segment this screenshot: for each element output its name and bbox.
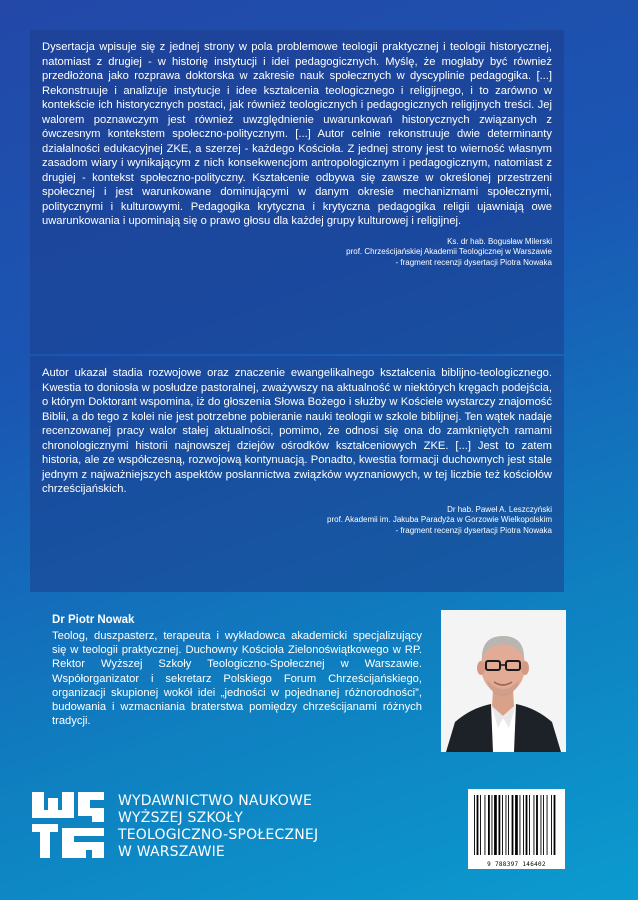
review-1-note: - fragment recenzji dysertacji Piotra Nowaka xyxy=(395,257,552,267)
review-2-signature xyxy=(42,505,552,537)
review-2-reviewer-affiliation: prof. Akademii im. Jakuba Paradyża w Gorzowie Wielkopolskim xyxy=(327,515,552,524)
publisher-line-4: W WARSZAWIE xyxy=(118,844,225,860)
author-bio: Teolog, duszpasterz, terapeuta i wykładowca akademicki specjalizujący się w teologii praktycznej. Duchowny Kościoła Zielonoświątkowego w RP. Rektor Wyższej Szkoły Teologiczno-Społecznej w Warszawie. Współorganizator i sekretarz Polskiego Forum Chrześcijańskiego, organizacji skupionej wokół idei „jedności w pojednanej różnorodności”, budowania i wzmacniania braterstwa pomiędzy chrześcijanami różnych tradycji. xyxy=(52,630,422,728)
publisher-line-3: TEOLOGICZNO-SPOŁECZNEJ xyxy=(118,827,319,843)
publisher-name xyxy=(118,793,318,861)
review-1-text: Dysertacja wpisuje się z jednej strony w pola problemowe teologii praktycznej i teologii historycznej, natomiast z drugiej - w historię instytucji i idei pedagogicznych. Myślę, że mogłaby być również przedłożona jako rozprawa doktorska w zakresie nauk społecznych w dyscyplinie pedagogika. [...] Rekonstruuje i analizuje instytucje i idee kształcenia teologicznego i religijnego, i to zarówno w kontekście ich historycznych postaci, jak również teologicznych i pedagogicznych religijnych treści. Jej walorem poznawczym jest również uwzględnienie uwarunkowań historycznych związanych z ówczesnym kontekstem społeczno-politycznym. [...] Autor celnie rekonstruuje dwie determinanty działalności edukacyjnej ZKE, a szerzej - każdego Kościoła. Z jednej strony jest to wierność własnym zasadom wiary i wynikającym z nich konsekwencjom antropologicznym i pedagogicznym, natomiast z drugiej - kontekst społeczno-polityczny. Kształcenie odbywa się zawsze w określonej przestrzeni społecznej i jest warunkowane dominującymi w danym okresie mechanizmami społecznymi, politycznymi i kulturowymi. Pedagogika krytyczna i krytyczna pedagogika religii ujawniają owe uwarunkowania i upominają się o prawo głosu dla każdej grupy kulturowej i religijnej. xyxy=(42,41,552,227)
review-2-text: Autor ukazał stadia rozwojowe oraz znaczenie ewangelikalnego kształcenia biblijno-teologicznego. Kwestia to doniosła w posłudze pastoralnej, zważywszy na aktualność w niektórych kręgach podejścia, o którym Doktorant wspomina, iż do głoszenia Słowa Bożego i służby w Kościele wystarczy znajomość Biblii, a do tego z kolei nie jest potrzebne pobieranie nauki teologii w szkole biblijnej. Ten wątek nadaje recenzowanej pracy walor stałej aktualności, pomimo, że odnosi się ona do zamkniętych ramami chronologicznymi historii najnowszej dziejów ośrodków kształceniowych ZKE. [...] Jest to zatem historia, ale ze współczesną, rozwojową kontynuacją. Ponadto, kwestia formacji duchownych jest stale jednym z najważniejszych aspektów posłannictwa związków wyznaniowych, w tej liczbie też kościołów chrześcijańskich. xyxy=(42,367,552,495)
wsts-logo-icon xyxy=(32,792,104,858)
review-panel-1 xyxy=(30,30,564,354)
publisher-line-2: WYŻSZEJ SZKOŁY xyxy=(118,810,244,826)
review-panel-2 xyxy=(30,356,564,592)
author-bio-block xyxy=(52,613,422,728)
review-2-note: - fragment recenzji dysertacji Piotra Nowaka xyxy=(395,525,552,535)
publisher-logo xyxy=(32,792,104,858)
barcode-bars-icon xyxy=(468,789,565,859)
isbn-barcode xyxy=(468,789,565,869)
review-1-reviewer-name: Ks. dr hab. Bogusław Milerski xyxy=(447,236,552,246)
publisher-line-1: WYDAWNICTWO NAUKOWE xyxy=(118,793,313,809)
author-name: Dr Piotr Nowak xyxy=(52,614,135,626)
author-photo xyxy=(441,610,566,752)
review-1-signature xyxy=(42,237,552,269)
author-portrait-icon xyxy=(441,610,566,752)
isbn-digits: 9 788397 146402 xyxy=(487,861,546,868)
review-1-reviewer-affiliation: prof. Chrześcijańskiej Akademii Teologicznej w Warszawie xyxy=(346,247,552,256)
review-2-reviewer-name: Dr hab. Paweł A. Leszczyński xyxy=(447,504,552,514)
